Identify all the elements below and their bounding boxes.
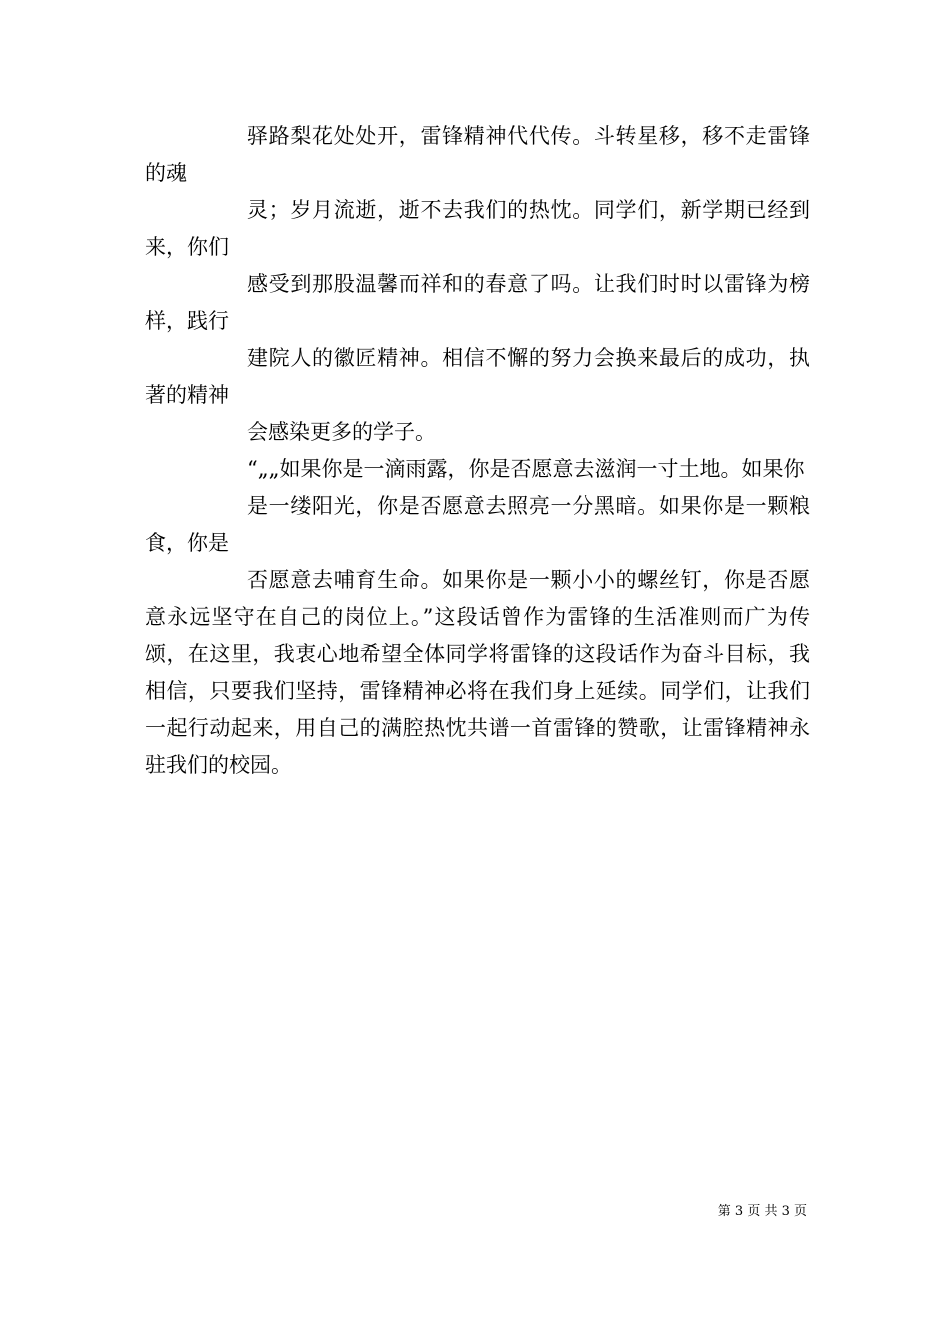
paragraph: 会感染更多的学子。 (247, 420, 436, 444)
paragraph: 建院人的徽匠精神。相信不懈的努力会换来最后的成功，执著的精神 (145, 346, 810, 407)
paragraph: 感受到那股温馨而祥和的春意了吗。让我们时时以雷锋为榜样，践行 (145, 272, 810, 333)
paragraph: 驿路梨花处处开，雷锋精神代代传。斗转星移，移不走雷锋的魂 (145, 124, 810, 185)
page-number-footer: 第 3 页 共 3 页 (717, 1204, 807, 1219)
paragraph: 灵；岁月流逝，逝不去我们的热忱。同学们，新学期已经到来，你们 (145, 198, 810, 259)
paragraph: 否愿意去哺育生命。如果你是一颗小小的螺丝钉，你是否愿意永远坚守在自己的岗位上。”这段话曾作为雷锋的生活准则而广为传颂，在这里，我衷心地希望全体同学将雷锋的这段话作为奋斗目标，我相信，只要我们坚持，雷锋精神必将在我们身上延续。同学们，让我们一起行动起来，用自己的满腔热忱共谱一首雷锋的赞歌，让雷锋精神永驻我们的校园。 (145, 568, 810, 777)
paragraph: 是一缕阳光，你是否愿意去照亮一分黑暗。如果你是一颗粮食，你是 (145, 494, 810, 555)
document-body (145, 118, 810, 784)
paragraph: “„„如果你是一滴雨露，你是否愿意去滋润一寸土地。如果你 (247, 457, 805, 481)
